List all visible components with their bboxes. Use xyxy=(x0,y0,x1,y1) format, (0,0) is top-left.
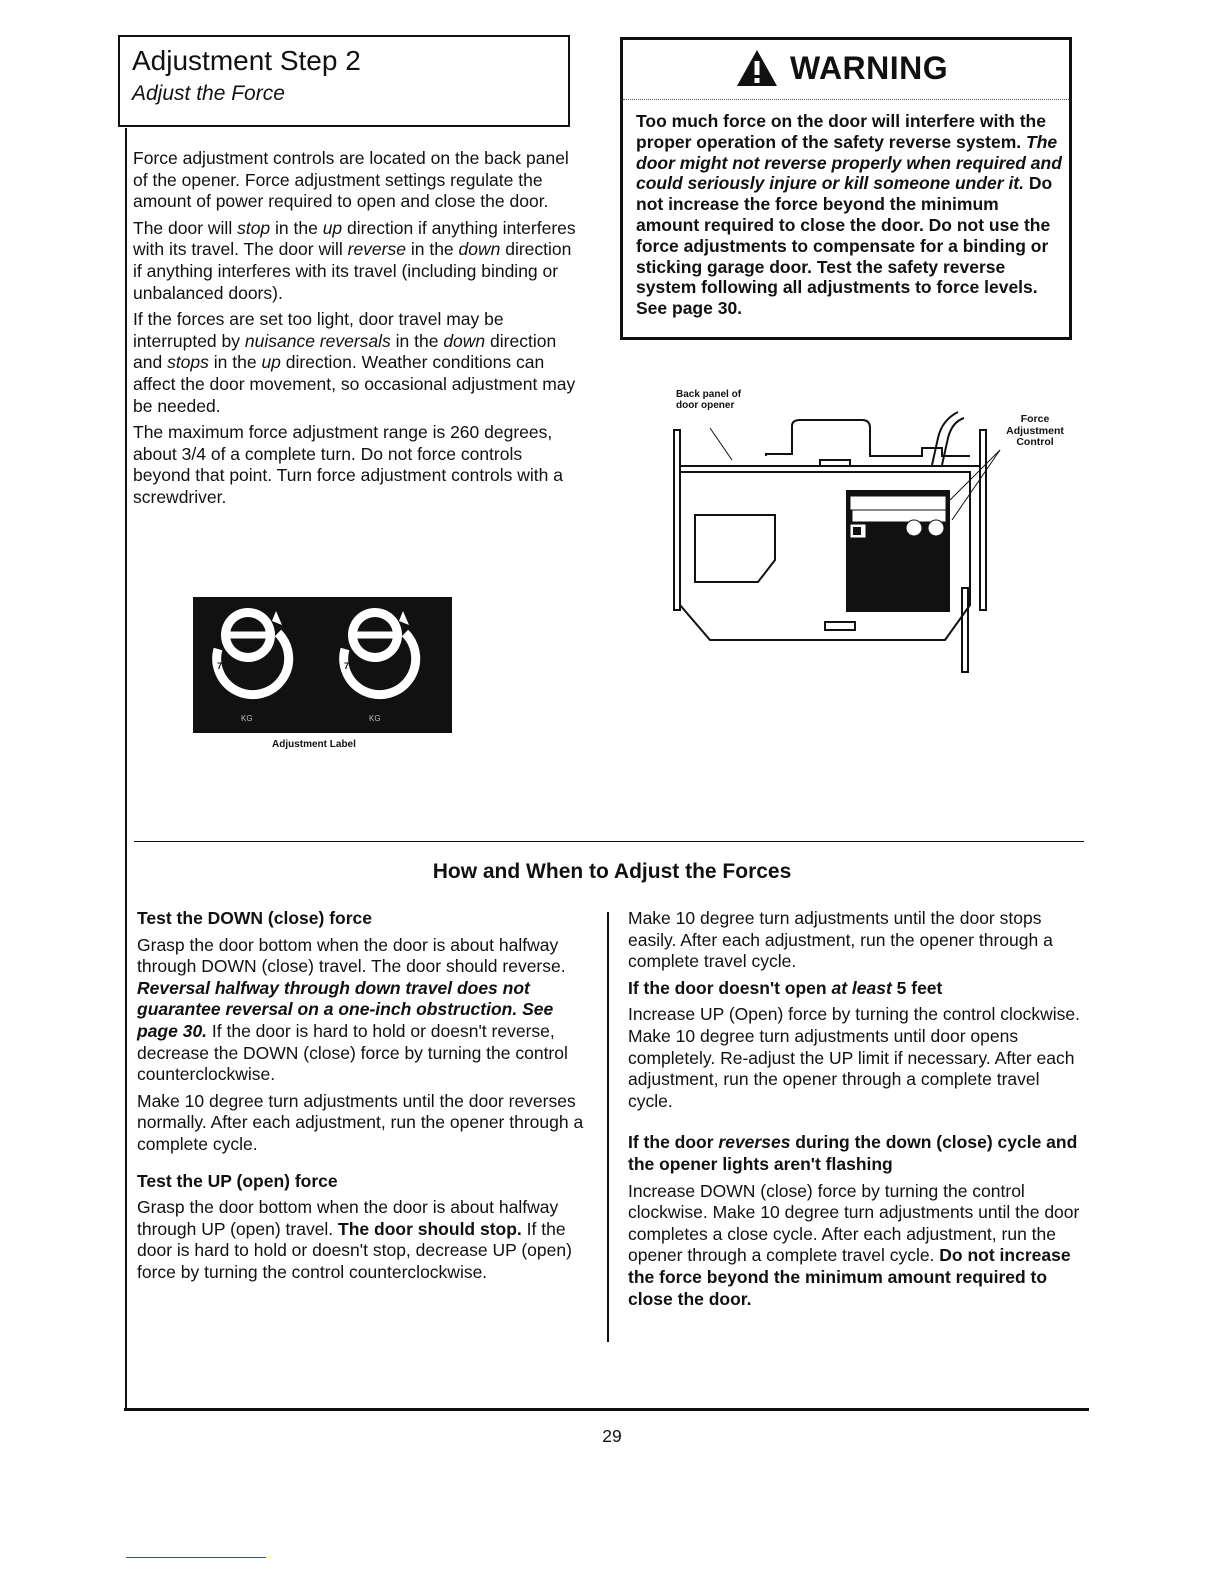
intro-text xyxy=(133,148,578,514)
dial-left-unit: KG xyxy=(241,714,253,723)
dial-right-number-3: 3 xyxy=(400,662,406,672)
page-number: 29 xyxy=(602,1426,622,1446)
dial-right-number-9: 9 xyxy=(334,627,340,637)
column-divider xyxy=(607,912,609,1342)
dial-right-unit: KG xyxy=(369,714,381,723)
step-title: Adjustment Step 2 xyxy=(132,45,361,76)
dial-right-number-7: 7 xyxy=(344,661,350,671)
down-up-test-column xyxy=(137,908,592,1289)
down-test-paragraph-1: Grasp the door bottom when the door is about halfway through DOWN (close) travel. The door should reverse. Reversal halfway through down travel does not guarantee reversal on a one-inch obstruction. See page 30. If the door is hard to hold or doesn't reverse, decrease the DOWN (close) force by turning the control counterclockwise. xyxy=(137,934,568,1085)
intro-paragraph-3: If the forces are set too light, door travel may be interrupted by nuisance reversals in the down direction and stops in the up direction. Weather conditions can affect the door movement, so occasional adjustment may be needed. xyxy=(133,309,576,416)
adjustment-label-image xyxy=(193,597,452,733)
warning-triangle-icon xyxy=(735,48,779,88)
section-divider xyxy=(134,841,1084,842)
right-paragraph-3: Increase DOWN (close) force by turning the control clockwise. Make 10 degree turn adjustments until the door completes a close cycle. After each adjustment, run the opener through a complete travel cycle. Do not increase the force beyond the minimum amount required to close the door. xyxy=(628,1180,1080,1309)
warning-divider xyxy=(623,99,1069,100)
frame-bottom-rule xyxy=(124,1408,1089,1411)
intro-paragraph-4: The maximum force adjustment range is 260 degrees, about 3/4 of a complete turn. Do not force controls beyond that point. Turn force adjustment controls with a screwdriver. xyxy=(133,422,563,507)
dial-left-number-9: 9 xyxy=(207,627,213,637)
frame-left-rule xyxy=(125,128,127,1411)
down-test-heading: Test the DOWN (close) force xyxy=(137,908,372,928)
intro-paragraph-2: The door will stop in the up direction if anything interferes with its travel. The door will reverse in the down direction if anything interferes with its travel (including binding or unbalanced doors). xyxy=(133,217,576,303)
dial-right-number-5: 5 xyxy=(372,675,378,685)
door-doesnt-open-heading: If the door doesn't open at least 5 feet xyxy=(628,977,943,998)
footer-rule xyxy=(126,1557,266,1558)
intro-paragraph-1: Force adjustment controls are located on the back panel of the opener. Force adjustment settings regulate the amount of power required to open and close the door. xyxy=(133,148,569,212)
up-test-paragraph-1: Grasp the door bottom when the door is about halfway through UP (open) travel. The door should stop. If the door is hard to hold or doesn't stop, decrease UP (open) force by turning the control counterclockwise. xyxy=(137,1197,572,1282)
section-heading: How and When to Adjust the Forces xyxy=(432,860,792,883)
dial-left-number-7: 7 xyxy=(217,661,223,671)
dial-left-number-3: 3 xyxy=(273,662,279,672)
warning-title: WARNING xyxy=(790,50,949,86)
step-subtitle: Adjust the Force xyxy=(132,82,285,105)
right-paragraph-2: Increase UP (Open) force by turning the control clockwise. Make 10 degree turn adjustments until door opens completely. Re-adjust the UP limit if necessary. After each adjustment, run the opener through a complete travel cycle. xyxy=(628,1004,1080,1111)
door-reverses-heading: If the door reverses during the down (close) cycle and the opener lights aren't flashing xyxy=(628,1132,1078,1174)
warning-text: Too much force on the door will interfere with the proper operation of the safety reverse system. The door might not reverse properly when required and could seriously injure or kill someone under it. Do not increase the force beyond the minimum amount required to close the door. Do not use the force adjustments to compensate for a binding or sticking garage door. Test the safety reverse system following all adjustments to force levels. See page 30. xyxy=(636,111,1062,319)
adjustment-label-caption: Adjustment Label xyxy=(272,739,356,750)
right-instructions-column xyxy=(628,908,1083,1315)
down-test-paragraph-2: Make 10 degree turn adjustments until the door reverses normally. After each adjustment, run the opener through a complete cycle. xyxy=(137,1090,584,1154)
dial-left-number-5: 5 xyxy=(245,675,251,685)
up-test-heading: Test the UP (open) force xyxy=(137,1170,338,1191)
right-paragraph-1: Make 10 degree turn adjustments until the door stops easily. After each adjustment, run the opener through a complete travel cycle. xyxy=(628,908,1053,972)
back-panel-label: Back panel of door opener xyxy=(676,389,742,411)
force-adjustment-control-label: Force Adjustment Control xyxy=(1006,413,1064,448)
